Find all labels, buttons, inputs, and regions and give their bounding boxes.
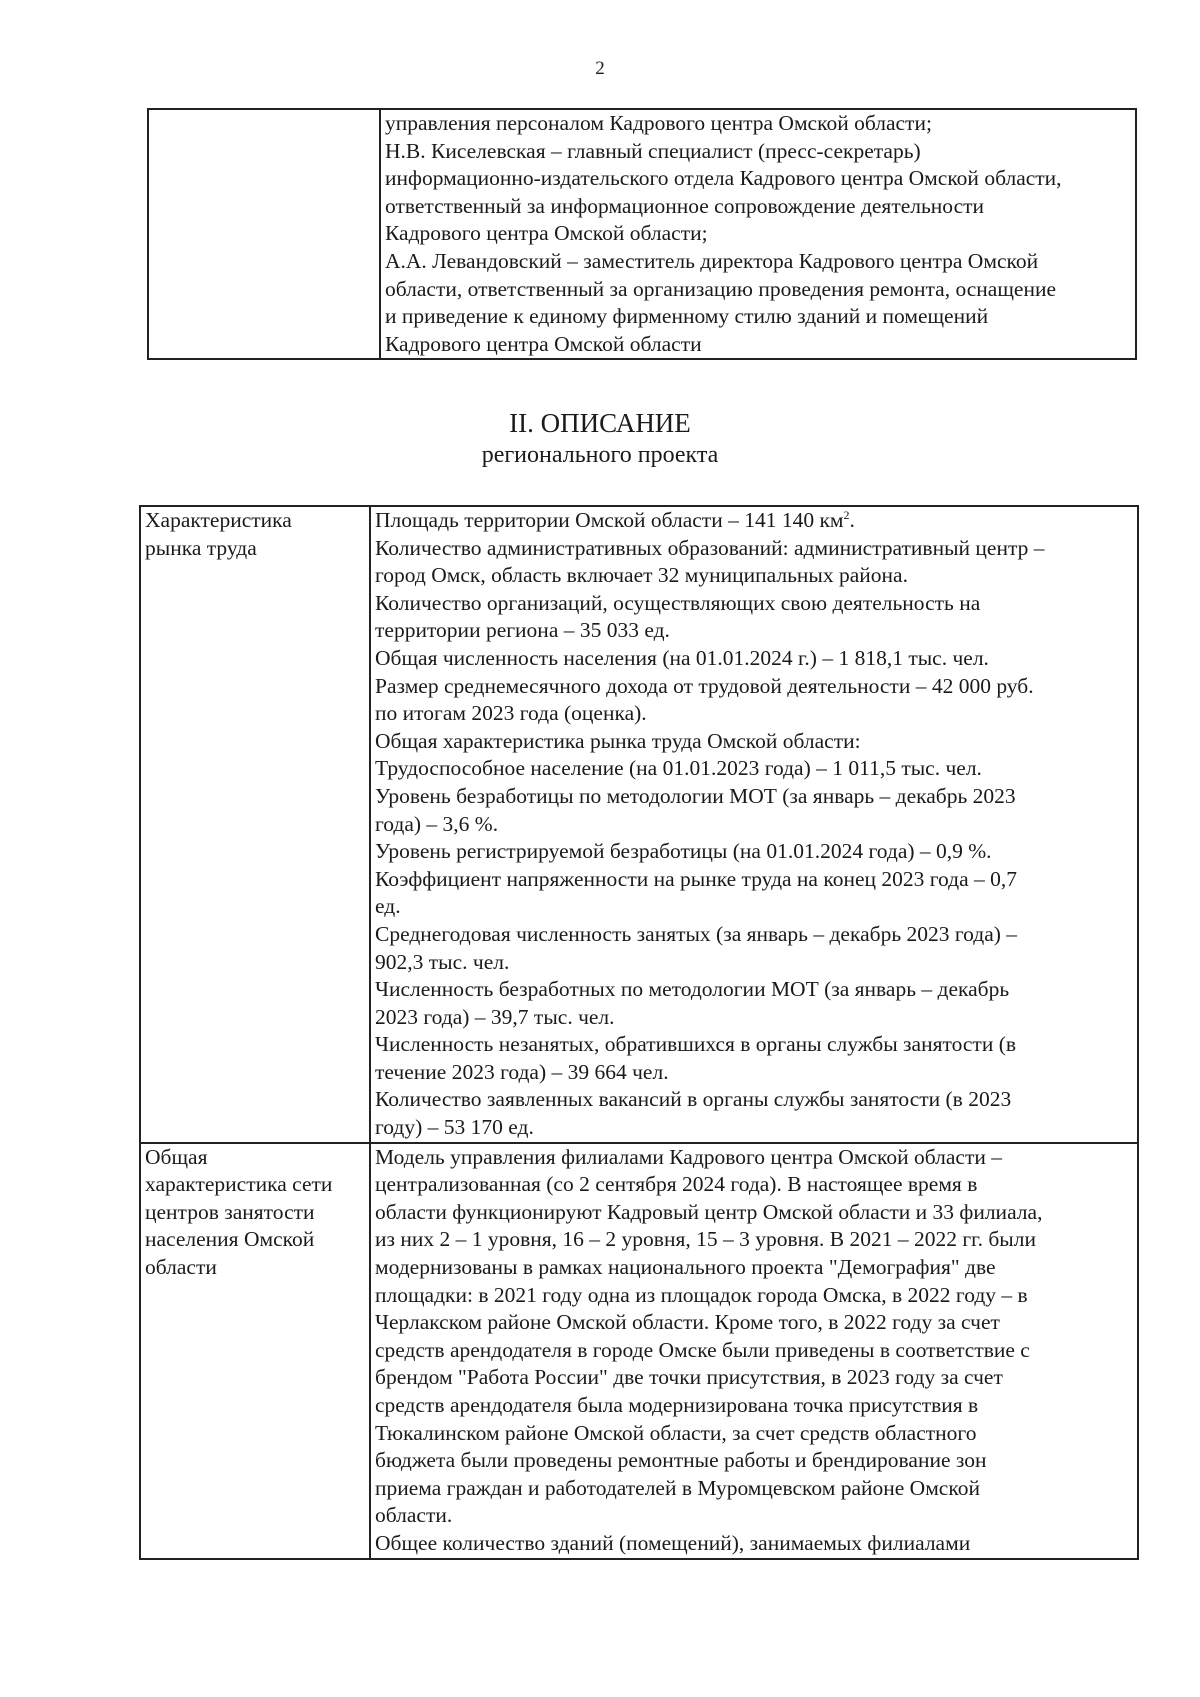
- top-table-left-cell: [148, 109, 380, 359]
- top-table-right-cell: [380, 109, 1136, 359]
- text-line: Численность незанятых, обратившихся в органы службы занятости (в: [375, 1032, 1017, 1057]
- text-line: Площадь территории Омской области – 141 140 $км^2$.: [375, 507, 855, 532]
- text-line: области функционируют Кадровый центр Омской области и 33 филиала,: [375, 1199, 1043, 1224]
- text-line: Среднегодовая численность занятых (за январь – декабрь 2023 года) –: [375, 921, 1018, 946]
- text-line: году) – 53 170 ед.: [375, 1115, 534, 1140]
- section-subtitle: регионального проекта: [481, 442, 719, 468]
- text-line: Н.В. Киселевская – главный специалист (пресс-секретарь): [385, 138, 921, 163]
- text-line: бюджета были проведены ремонтные работы и брендирование зон: [375, 1448, 987, 1473]
- text-line: Трудоспособное население (на 01.01.2023 года) – 1 011,5 тыс. чел.: [375, 756, 982, 781]
- text-line: ед.: [375, 894, 401, 919]
- label-line: области: [145, 1255, 217, 1280]
- text-line: площадки: в 2021 году одна из площадок города Омска, в 2022 году – в: [375, 1282, 1028, 1307]
- text-line: модернизованы в рамках национального проекта "Демография" две: [375, 1255, 996, 1280]
- text-line: по итогам 2023 года (оценка).: [375, 701, 647, 726]
- text-line: области, ответственный за организацию проведения ремонта, оснащение: [385, 276, 1057, 301]
- text-line: Численность безработных по методологии МОТ (за январь – декабрь: [375, 977, 1010, 1002]
- text-line: информационно-издательского отдела Кадрового центра Омской области,: [385, 166, 1062, 191]
- table-row: [140, 506, 1138, 1143]
- text-line: Модель управления филиалами Кадрового центра Омской области –: [375, 1144, 1002, 1169]
- table-row: [140, 1143, 1138, 1559]
- text-line: Количество организаций, осуществляющих свою деятельность на: [375, 590, 981, 615]
- text-line: Кадрового центра Омской области: [385, 331, 702, 356]
- row-label-cell: [140, 506, 370, 1143]
- text-line: Количество заявленных вакансий в органы службы занятости (в 2023: [375, 1087, 1012, 1112]
- text-line: средств арендодателя была модернизирована точка присутствия в: [375, 1393, 979, 1417]
- text-line: приема граждан и работодателей в Муромцевском районе Омской: [375, 1475, 980, 1500]
- text-line: из них 2 – 1 уровня, 16 – 2 уровня, 15 – 3 уровня. В 2021 – 2022 гг. были: [375, 1227, 1036, 1252]
- text-line: Уровень регистрируемой безработицы (на 01.01.2024 года) – 0,9 %.: [375, 839, 992, 864]
- text-line: Общее количество зданий (помещений), занимаемых филиалами: [375, 1530, 971, 1555]
- text-line: средств арендодателя в городе Омске были приведены в соответствие с: [375, 1337, 1030, 1362]
- text-line: и приведение к единому фирменному стилю зданий и помещений: [385, 304, 989, 329]
- label-line: Характеристика: [145, 508, 292, 532]
- label-line: населения Омской: [145, 1227, 315, 1252]
- text-line: А.А. Левандовский – заместитель директора Кадрового центра Омской: [385, 248, 1039, 273]
- text-line: Количество административных образований: административный центр –: [375, 535, 1045, 560]
- label-line: рынка труда: [145, 535, 257, 560]
- label-line: Общая: [145, 1144, 208, 1169]
- section-title: II. ОПИСАНИЕ: [509, 408, 691, 438]
- row-content-cell: [370, 1143, 1138, 1559]
- text-line: года) – 3,6 %.: [375, 811, 499, 836]
- description-table: [139, 505, 1139, 1560]
- row-label-cell: [140, 1143, 370, 1559]
- text-line: течение 2023 года) – 39 664 чел.: [375, 1059, 669, 1084]
- text-line: Общая численность населения (на 01.01.2024 г.) – 1 818,1 тыс. чел.: [375, 645, 989, 670]
- page-number: 2: [595, 58, 605, 79]
- text-line: 902,3 тыс. чел.: [375, 949, 510, 974]
- text-line: управления персоналом Кадрового центра Омской области;: [385, 111, 932, 135]
- text-line: области.: [375, 1503, 453, 1528]
- text-line: Общая характеристика рынка труда Омской области:: [375, 728, 861, 753]
- text-line: Черлакском районе Омской области. Кроме того, в 2022 году за счет: [375, 1310, 1000, 1335]
- text-line: централизованная (со 2 сентября 2024 года). В настоящее время в: [375, 1172, 978, 1197]
- text-line: Тюкалинском районе Омской области, за счет средств областного: [375, 1420, 977, 1445]
- text-line: 2023 года) – 39,7 тыс. чел.: [375, 1004, 615, 1029]
- text-line: Уровень безработицы по методологии МОТ (за январь – декабрь 2023: [375, 783, 1016, 808]
- text-line: Размер среднемесячного дохода от трудовой деятельности – 42 000 руб.: [375, 673, 1034, 698]
- text-line: Коэффициент напряженности на рынке труда на конец 2023 года – 0,7: [375, 866, 1018, 891]
- superscript: 2: [843, 507, 850, 522]
- top-table: [147, 108, 1137, 360]
- text-line: ответственный за информационное сопровождение деятельности: [385, 193, 985, 218]
- text-line: территории региона – 35 033 ед.: [375, 618, 670, 643]
- text-line: город Омск, область включает 32 муниципальных района.: [375, 563, 908, 588]
- row-content-cell: [370, 506, 1138, 1143]
- label-line: центров занятости: [145, 1199, 315, 1224]
- label-line: характеристика сети: [145, 1172, 333, 1197]
- text-line: брендом "Работа России" две точки присутствия, в 2023 году за счет: [375, 1365, 1003, 1390]
- text-line: Кадрового центра Омской области;: [385, 221, 708, 246]
